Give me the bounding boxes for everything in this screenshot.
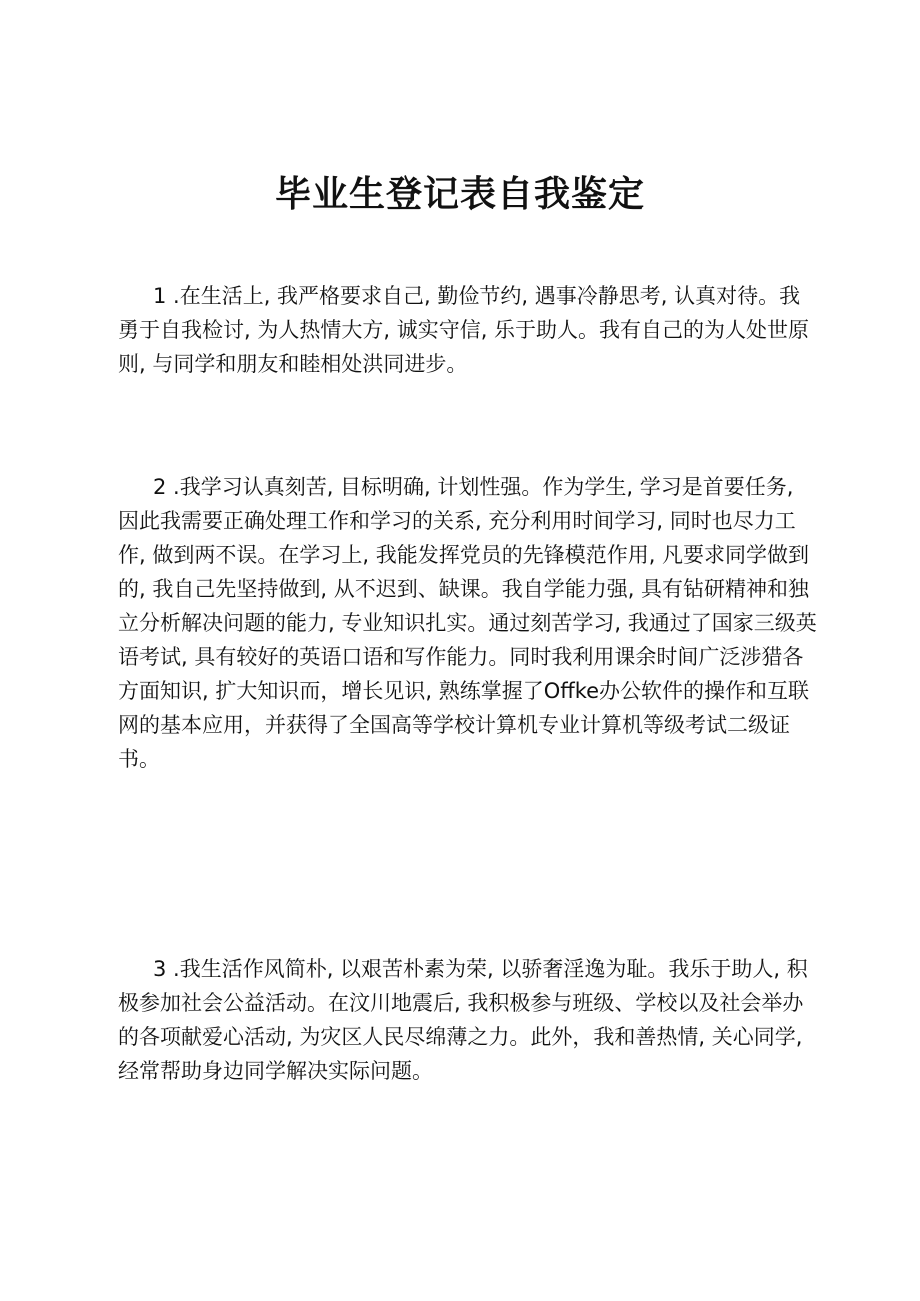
paragraph-line: 勇于自我检讨, 为人热情大方, 诚实守信, 乐于助人。我有自己的为人处世原	[118, 318, 810, 342]
paragraph-line: 则, 与同学和朋友和睦相处洪同进步。	[118, 352, 468, 376]
paragraph-line: 2 .我学习认真刻苦, 目标明确, 计划性强。作为学生, 学习是首要任务,	[153, 475, 794, 499]
paragraph-line: 书。	[118, 747, 160, 771]
paragraph-line: 3 .我生活作风简朴, 以艰苦朴素为荣, 以骄奢淫逸为耻。我乐于助人, 积	[153, 957, 808, 981]
paragraph-line: 极参加社会公益活动。在汶川地震后, 我积极参与班级、学校以及社会举办	[118, 991, 804, 1015]
paragraph-line: 的各项献爱心活动, 为灾区人民尽绵薄之力。此外，我和善热情, 关心同学,	[118, 1025, 803, 1049]
paragraph-line: 方面知识, 扩大知识而，增长见识, 熟练掌握了Offke办公软件的操作和互联	[118, 679, 810, 703]
paragraph-1	[118, 279, 818, 381]
paragraph-3	[118, 952, 818, 1088]
paragraph-line: 1 .在生活上, 我严格要求自己, 勤俭节约, 遇事冷静思考, 认真对待。我	[153, 284, 801, 308]
paragraph-line: 语考试, 具有较好的英语口语和写作能力。同时我利用课余时间广泛涉猎各	[118, 645, 804, 669]
paragraph-line: 经常帮助身边同学解决实际问题。	[118, 1059, 433, 1083]
paragraph-line: 因此我需要正确处理工作和学习的关系, 充分利用时间学习, 同时也尽力工	[118, 509, 796, 533]
paragraph-line: 立分析解决问题的能力, 专业知识扎实。通过刻苦学习, 我通过了国家三级英	[118, 611, 817, 635]
paragraph-line: 作, 做到两不误。在学习上, 我能发挥党员的先锋模范作用, 凡要求同学做到	[118, 543, 810, 567]
document-title: 毕业生登记表自我鉴定	[274, 174, 645, 215]
paragraph-line: 网的基本应用，并获得了全国高等学校计算机专业计算机等级考试二级证	[118, 713, 790, 737]
paragraph-line: 的, 我自己先坚持做到, 从不迟到、缺课。我自学能力强, 具有钻研精神和独	[118, 577, 810, 601]
paragraph-2	[118, 470, 818, 776]
